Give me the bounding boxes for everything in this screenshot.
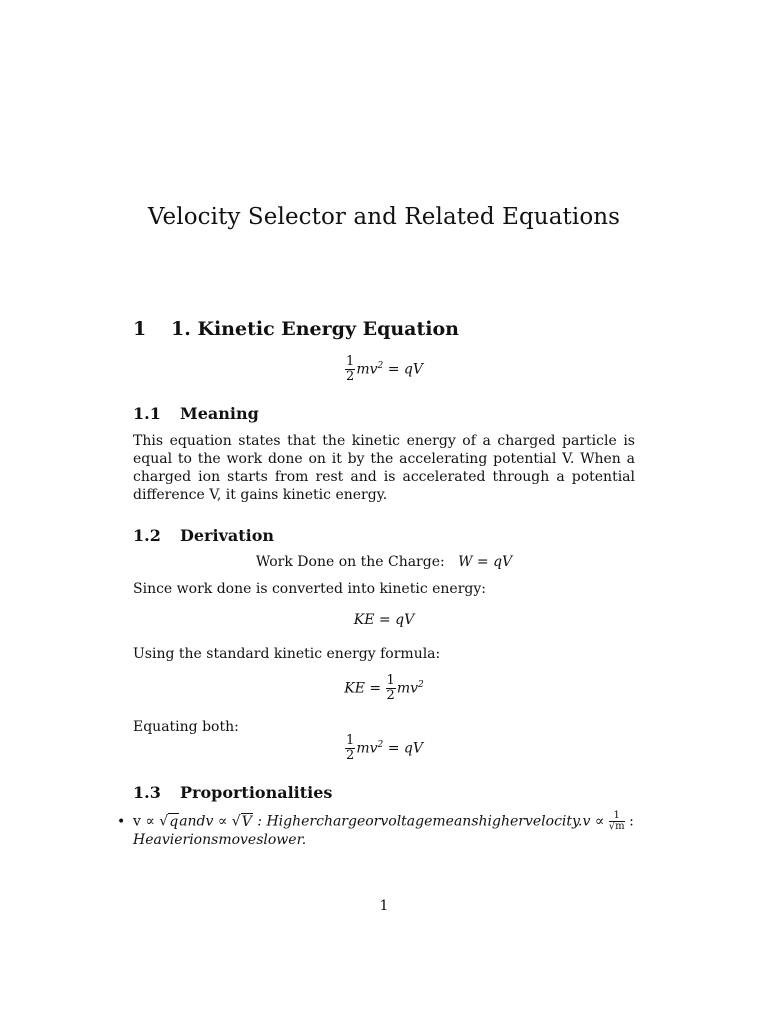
- section-number: 1: [133, 318, 147, 340]
- fraction-half: $\frac{1}{2}$: [346, 354, 355, 384]
- fraction-one-over-root-m: $\frac{1}{√m}$: [608, 810, 625, 832]
- fraction-half: $\frac{1}{2}$: [346, 733, 355, 763]
- subsection-heading-proportionalities: 1.3 Proportionalities: [133, 783, 333, 802]
- bullet-icon: •: [117, 813, 126, 830]
- ke-formula-equation: KE = $\frac{1}{2}$ $mv^2$: [344, 673, 424, 703]
- since-text: Since work done is converted into kinetic energy:: [133, 581, 486, 597]
- final-equation: $\frac{1}{2}$ $mv^2$ = qV: [346, 733, 423, 763]
- page-number: 1: [379, 898, 389, 914]
- proportionality-list-item-continuation: Heavierionsmoveslower.: [133, 832, 307, 848]
- proportionality-list-item: • v ∝ √qandv ∝ √V : Higherchargeorvoltagemeanshighervelocity.v ∝ $\frac{1}{√m}$ :: [117, 810, 634, 832]
- kinetic-energy-equation: $\frac{1}{2}$ $mv^2$ = qV: [346, 354, 423, 384]
- page-title: Velocity Selector and Related Equations: [147, 204, 621, 230]
- section-title: 1. Kinetic Energy Equation: [171, 318, 459, 340]
- section-heading: [133, 318, 459, 340]
- subsection-heading-derivation: 1.2 Derivation: [133, 526, 274, 545]
- work-done-equation: Work Done on the Charge: W = qV: [255, 554, 513, 570]
- fraction-half: $\frac{1}{2}$: [386, 673, 395, 703]
- ke-equals-qv-equation: KE = qV: [353, 612, 415, 628]
- subsection-heading-meaning: 1.1 Meaning: [133, 404, 259, 423]
- using-text: Using the standard kinetic energy formula:: [133, 646, 441, 662]
- equating-text: Equating both:: [133, 719, 239, 735]
- meaning-paragraph: This equation states that the kinetic energy of a charged particle is equal to the work done on it by the accelerating potential V. When a charged ion starts from rest and is accelerated through a potential difference V, it gains kinetic energy.: [133, 433, 635, 503]
